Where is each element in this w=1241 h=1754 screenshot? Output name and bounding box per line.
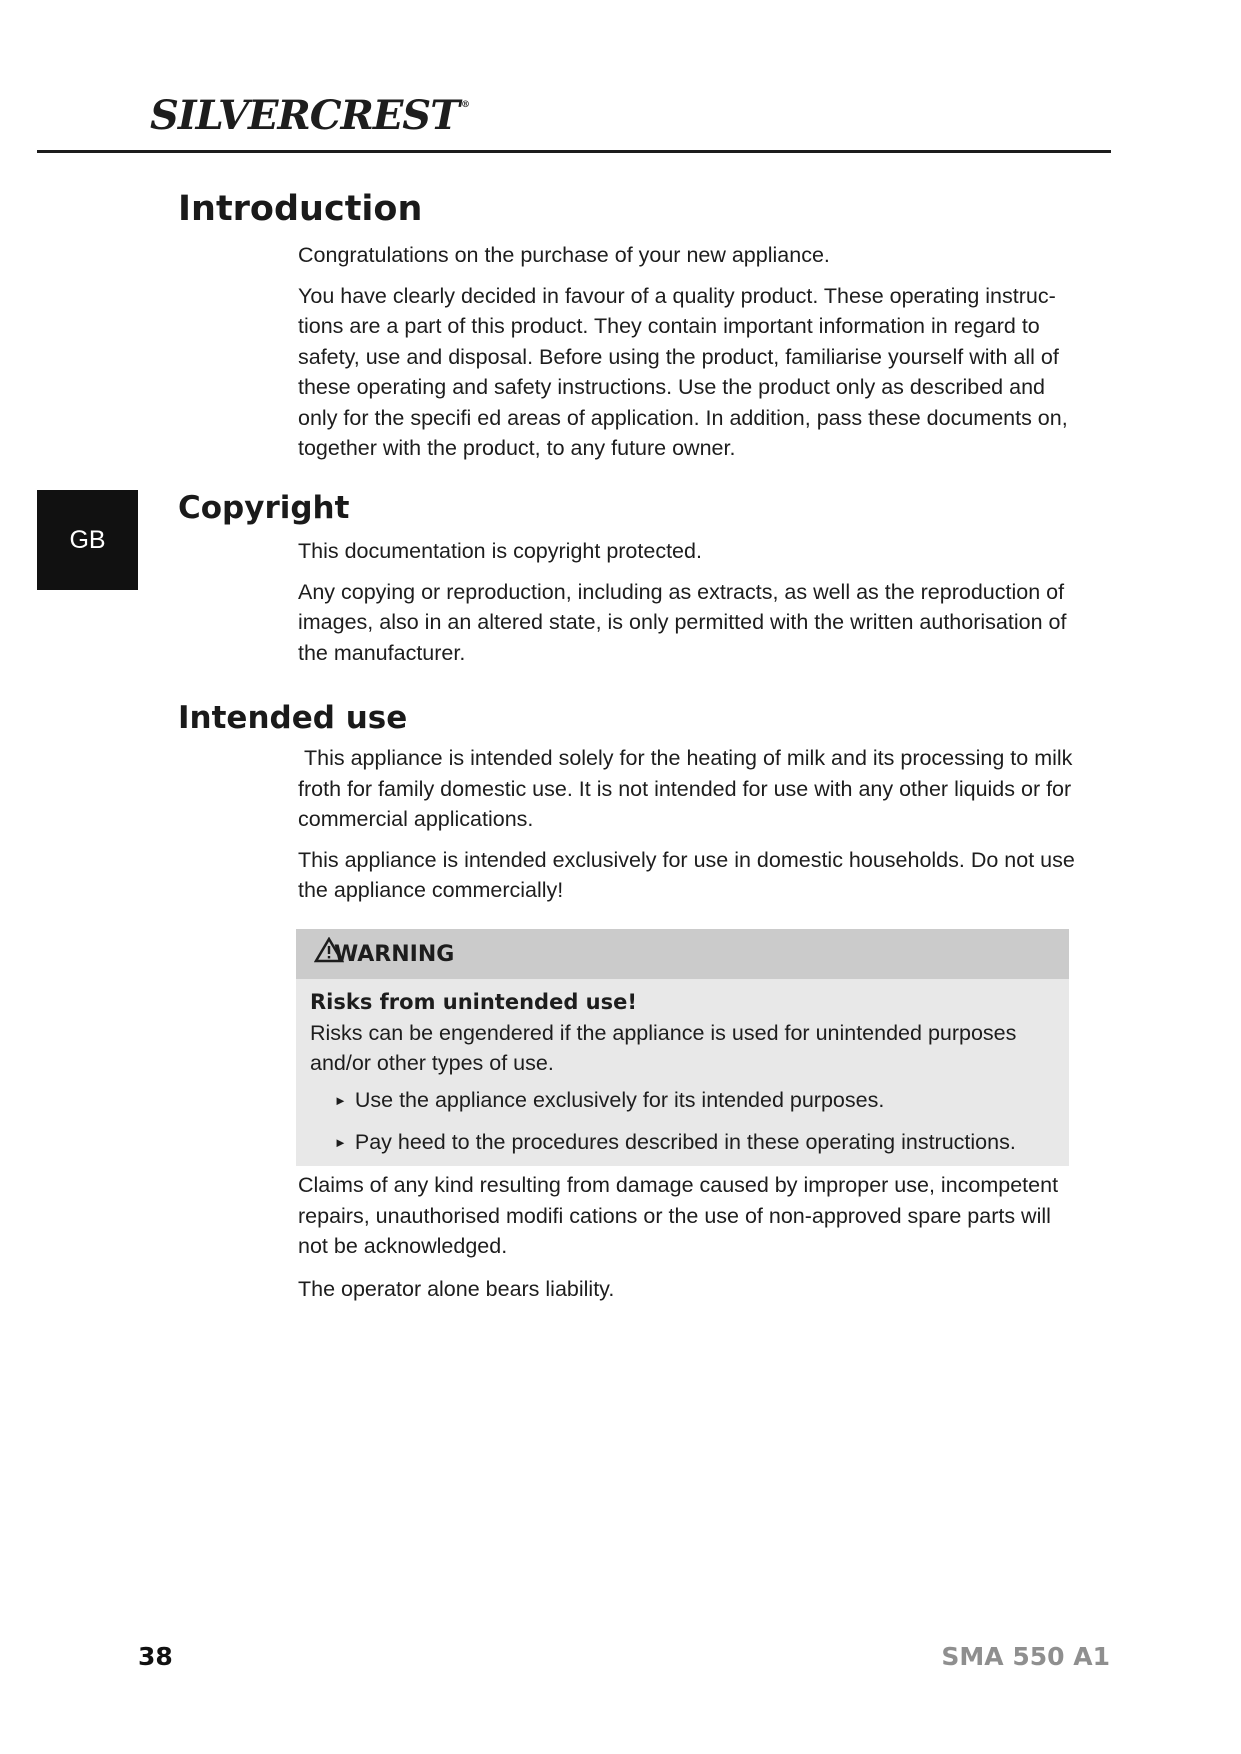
header-divider — [37, 150, 1111, 153]
bullet-arrow-icon: ► — [334, 1092, 347, 1108]
introduction-heading: Introduction — [178, 189, 423, 229]
liability-text — [298, 1170, 1078, 1304]
copyright-paragraph: This documentation is copyright protected. — [298, 539, 702, 563]
liability-paragraph: Claims of any kind resulting from damage caused by improper use, incompetent repairs, unauthorised modifi cations or the use of non-approved spare parts will not be acknowledged. — [298, 1173, 1059, 1258]
warning-title: Risks from unintended use! — [310, 990, 637, 1014]
introduction-paragraph: Congratulations on the purchase of your new appliance. — [298, 243, 830, 267]
registered-mark: ® — [460, 100, 469, 110]
brand-logo — [150, 92, 469, 139]
warning-box — [296, 929, 1069, 1166]
intended-use-paragraph: This appliance is intended exclusively for use in domestic households. Do not use the appliance commercially! — [298, 847, 1075, 902]
liability-paragraph: The operator alone bears liability. — [298, 1276, 615, 1301]
copyright-heading: Copyright — [178, 490, 350, 526]
warning-body — [296, 979, 1069, 1161]
page-number: 38 — [138, 1642, 173, 1671]
list-item — [334, 1085, 1055, 1119]
introduction-paragraph: You have clearly decided in favour of a quality product. These operating instruc-tions are a part of this product. They contain important information in regard to safety, use and disposal. Before using the product, familiarise yourself with all of these operating and safety instructions. Use the product only as described and only for the specifi ed areas of application. In addition, pass these documents on, together with the product, to any future owner. — [298, 283, 1068, 460]
intended-use-heading: Intended use — [178, 700, 408, 736]
warning-header — [296, 929, 1069, 979]
model-number: SMA 550 A1 — [941, 1642, 1110, 1671]
intended-use-text — [298, 743, 1078, 906]
warning-label: WARNING — [334, 941, 455, 967]
intended-use-paragraph: This appliance is intended solely for the heating of milk and its processing to milk froth for family domestic use. It is not intended for use with any other liquids or for commercial applications. — [298, 746, 1073, 831]
bullet-arrow-icon: ► — [334, 1135, 347, 1150]
brand-name: SILVERCREST — [150, 92, 459, 139]
introduction-text — [298, 240, 1078, 464]
list-item — [334, 1127, 1055, 1161]
warning-bullets — [310, 1085, 1055, 1161]
copyright-paragraph: Any copying or reproduction, including as extracts, as well as the reproduction of images, also in an altered state, is only permitted with the written authorisation of the manufacturer. — [298, 579, 1067, 665]
warning-triangle-icon — [314, 937, 344, 963]
copyright-text — [298, 536, 1078, 668]
bullet-text: Use the appliance exclusively for its intended purposes. — [354, 1087, 885, 1112]
warning-text: Risks can be engendered if the appliance is used for unintended purposes and/or other types of use. — [310, 1020, 1017, 1075]
language-tab: GB — [37, 490, 138, 590]
bullet-text: Pay heed to the procedures described in these operating instructions. — [354, 1130, 1016, 1154]
